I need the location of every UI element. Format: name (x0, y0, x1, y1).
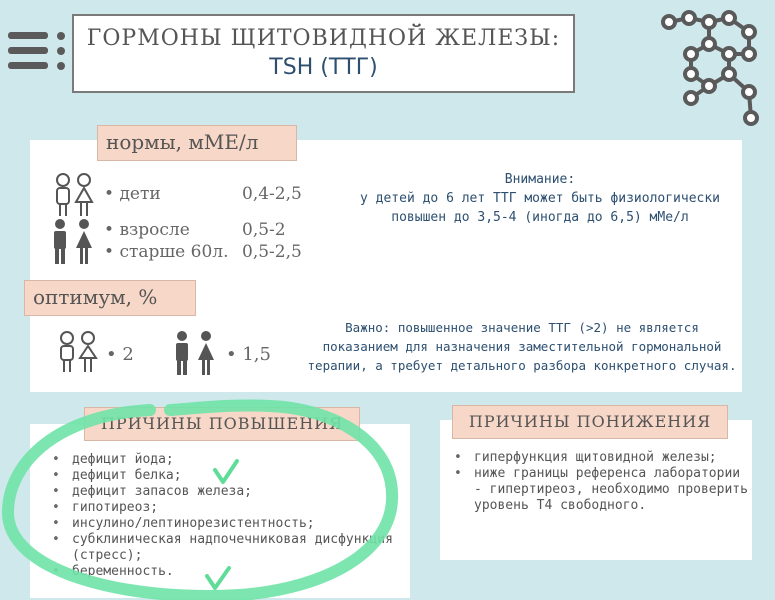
adults-icon (46, 218, 98, 266)
optimum-header: оптимум, % (24, 280, 196, 316)
list-item: • дефицит белка; (52, 468, 402, 484)
list-item: • гиперфункция щитовидной железы; (454, 450, 750, 466)
optimum-children-value: 2 (122, 344, 134, 365)
list-item: • инсулино/лептинорезистентность; (52, 516, 402, 532)
children-icon (48, 172, 100, 218)
norm-row-children: • дети 0,4-2,5 (104, 184, 302, 204)
optimum-adults: • 1,5 (226, 344, 271, 365)
norm-label: старше 60л. (119, 242, 229, 262)
norm-value: 0,5-2 (242, 220, 286, 240)
hamburger-menu-icon[interactable] (8, 32, 48, 77)
attention-note: Внимание: у детей до 6 лет ТТГ может быть физиологически повышен до 3,5-4 (иногда до 6,5) мМе/л (359, 172, 721, 225)
norm-row-adults: • взросле 0,5-2 (104, 220, 286, 240)
norm-row-seniors: • старше 60л. 0,5-2,5 (104, 242, 302, 262)
optimum-adults-value: 1,5 (242, 344, 271, 365)
checkmark-icon (212, 458, 240, 486)
norm-value: 0,5-2,5 (242, 242, 302, 262)
important-note: Важно: повышенное значение ТТГ (>2) не является показанием для назначения заместительной гормональной терапии, а требует детального разбора конкретного случая. (307, 320, 737, 373)
list-item: • дефицит йода; (52, 452, 402, 468)
page-title: ГОРМОНЫ ЩИТОВИДНОЙ ЖЕЛЕЗЫ: (86, 26, 561, 51)
adults-icon (168, 330, 220, 376)
norm-label: взросле (119, 220, 190, 240)
dots-icon (57, 32, 65, 77)
decrease-header: ПРИЧИНЫ ПОНИЖЕНИЯ (452, 405, 728, 439)
molecule-icon (655, 8, 765, 133)
norms-header: нормы, мМЕ/л (97, 125, 297, 161)
list-item: • гипотиреоз; (52, 500, 402, 516)
list-item: • субклиническая надпочечниковая дисфункция (стресс); (52, 532, 402, 564)
title-box (72, 14, 575, 93)
decrease-list (454, 450, 750, 514)
increase-header: ПРИЧИНЫ ПОВЫШЕНИЯ (84, 407, 360, 441)
children-icon (54, 330, 102, 374)
norm-label: дети (119, 184, 161, 204)
list-item: • ниже границы референса лаборатории - гипертиреоз, необходимо проверить уровень Т4 свободного. (454, 466, 750, 514)
list-item: • дефицит запасов железа; (52, 484, 402, 500)
optimum-children: • 2 (106, 344, 134, 365)
list-item: • беременность. (52, 564, 402, 580)
page-subtitle: TSH (ТТГ) (269, 55, 378, 80)
checkmark-icon (204, 566, 232, 594)
norm-value: 0,4-2,5 (242, 184, 302, 204)
